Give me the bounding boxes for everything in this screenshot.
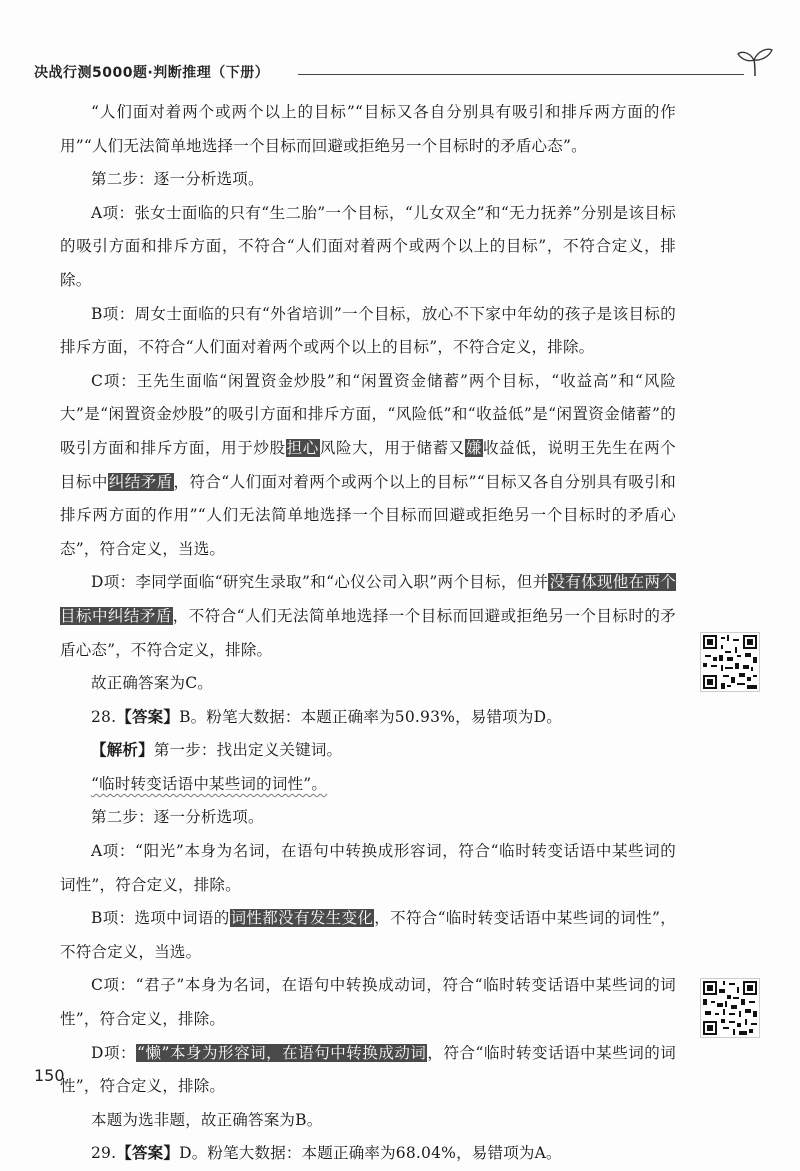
paragraph-option-c-28: C项：“君子”本身为名词，在语句中转换成动词，符合“临时转变话语中某些词的词性”，符合定义，排除。 (60, 976, 676, 1029)
qr-code-icon[interactable] (700, 978, 760, 1038)
running-header (34, 58, 774, 88)
paragraph-step-two-28: 第二步：逐一分析选项。 (91, 808, 264, 827)
paragraph-answer-29 (60, 1137, 676, 1171)
highlight-mark: “懒”本身为形容词，在语句中转换成动词 (137, 1043, 427, 1062)
paragraph-analysis-28 (60, 734, 676, 768)
highlight-mark: 嫌 (465, 438, 483, 457)
paragraph-step-two: 第二步：逐一分析选项。 (91, 170, 264, 189)
question-number: 28. (91, 707, 117, 726)
text-segment: B项：选项中词语的 (91, 909, 230, 928)
book-title: 决战行测5000题·判断推理（下册） (34, 65, 270, 81)
keyword-quote: “临时转变话语中某些词的词性”。 (91, 774, 328, 793)
paragraph-option-d-28 (60, 1037, 676, 1104)
answer-text: B。粉笔大数据：本题正确率为50.93%，易错项为D。 (179, 707, 562, 726)
highlight-mark: 纠结矛盾 (108, 472, 173, 491)
header-rule (298, 74, 744, 75)
paragraph-option-b: B项：周女士面临的只有“外省培训”一个目标，放心不下家中年幼的孩子是该目标的排斥方面，不符合“人们面对着两个或两个以上的目标”，不符合定义，排除。 (60, 304, 676, 357)
paragraph-definition-quote: “人们面对着两个或两个以上的目标”“目标又各自分别具有吸引和排斥两方面的作用”“人们无法简单地选择一个目标而回避或拒绝另一个目标时的矛盾心态”。 (60, 103, 676, 155)
paragraph-option-a: A项：张女士面临的只有“生二胎”一个目标，“儿女双全”和“无力抚养”分别是该目标的吸引方面和排斥方面，不符合“人们面对着两个或两个以上的目标”，不符合定义，排除。 (60, 203, 676, 289)
paragraph-option-c (60, 365, 676, 567)
paragraph-option-d (60, 566, 676, 667)
analysis-text: 第一步：找出定义关键词。 (153, 741, 343, 760)
answer-tag: 【答案】 (116, 707, 180, 726)
paragraph-option-b-28 (60, 902, 676, 969)
question-number: 29. (91, 1144, 117, 1163)
paragraph-conclusion-27: 故正确答案为C。 (91, 674, 213, 693)
highlight-mark: 担心 (286, 438, 319, 457)
highlight-mark: 没有体现他在两个目标中纠结矛盾 (60, 573, 677, 625)
page-body (60, 96, 676, 1171)
analysis-tag: 【解析】 (91, 741, 154, 760)
answer-tag: 【答案】 (116, 1144, 180, 1163)
text-segment: ，符合“临时转变话语中某些词的词性”，符合定义，排除。 (60, 1043, 676, 1096)
paragraph-conclusion-28: 本题为选非题，故正确答案为B。 (91, 1110, 323, 1129)
page-number: 150 (34, 1066, 65, 1085)
paragraph-option-a-28: A项：“阳光”本身为名词，在语句中转换成形容词，符合“临时转变话语中某些词的词性”，符合定义，排除。 (60, 842, 676, 894)
paragraph-keyword (60, 768, 676, 802)
paragraph-answer-28 (60, 701, 676, 735)
answer-text: D。粉笔大数据：本题正确率为68.04%，易错项为A。 (179, 1144, 562, 1163)
text-segment: 风险大，用于储蓄又 (319, 438, 465, 457)
text-segment: D项：李同学面临“研究生录取”和“心仪公司入职”两个目标，但并 (91, 573, 549, 592)
text-segment: D项： (91, 1043, 137, 1062)
highlight-mark: 词性都没有发生变化 (230, 909, 374, 928)
text-segment: ，符合“人们面对着两个或两个以上的目标”“目标又各自分别具有吸引和排斥两方面的作用”“人们无法简单地选择一个目标而回避或拒绝另一个目标时的矛盾心态”，符合定义，当选。 (60, 472, 676, 558)
text-segment: ，不符合“人们无法简单地选择一个目标而回避或拒绝另一个目标时的矛盾心态”，不符合定义，排除。 (60, 606, 676, 659)
text-segment: C项：王先生面临“闲置资金炒股”和“闲置资金储蓄”两个目标，“收益高”和“风险大”是“闲置资金炒股”的吸引方面和排斥方面，“风险低”和“收益低”是“闲置资金储蓄”的吸引方面和排斥方面，用于炒股 (60, 371, 676, 457)
text-segment: ，不符合“临时转变话语中某些词的词性”，不符合定义，当选。 (60, 909, 676, 961)
text-segment: 收益低，说明王先生在两个目标中 (60, 438, 676, 491)
sprout-icon (736, 44, 774, 78)
qr-code-icon[interactable] (700, 632, 760, 692)
